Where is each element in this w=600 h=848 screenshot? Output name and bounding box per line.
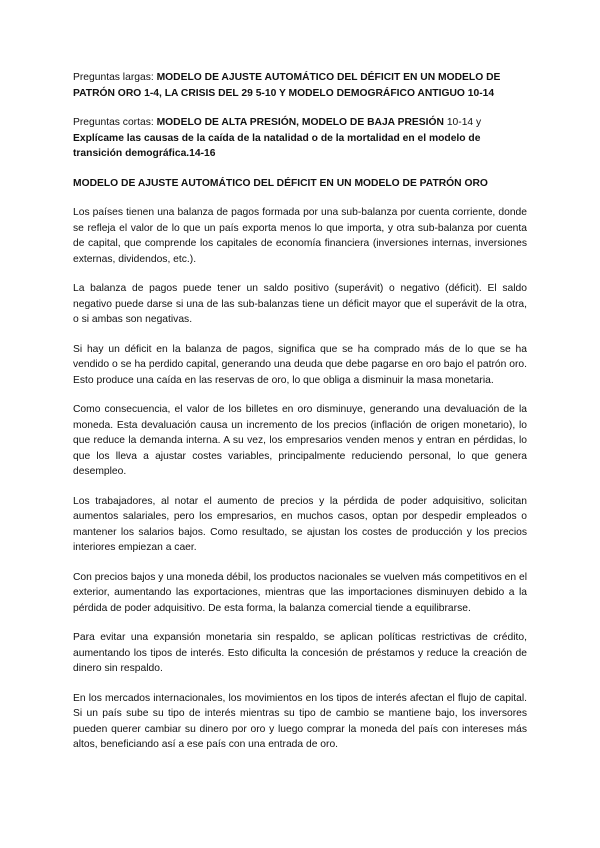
paragraph-5: Los trabajadores, al notar el aumento de precios y la pérdida de poder adquisitivo, solicitan aumentos salariales, pero los empresarios, en muchos casos, optan por despedir empleados o mantener los salarios bajos. Como resultado, se ajustan los costes de producción y los precios interiores empiezan a caer. (73, 495, 527, 553)
paragraph-8: En los mercados internacionales, los movimientos en los tipos de interés afectan el flujo de capital. Si un país sube su tipo de interés mientras su tipo de cambio se mantiene bajo, los inversores pueden querer cambiar su dinero por oro y luego comprar la moneda del país con intereses más altos, beneficiando así a ese país con una entrada de oro. (73, 692, 527, 750)
paragraph-2: La balanza de pagos puede tener un saldo positivo (superávit) o negativo (déficit). El saldo negativo puede darse si una de las sub-balanzas tiene un déficit mayor que el superávit de la otra, o si ambas son negativas. (73, 283, 527, 325)
short-questions-line (73, 115, 527, 162)
long-questions-topics: MODELO DE AJUSTE AUTOMÁTICO DEL DÉFICIT EN UN MODELO DE PATRÓN ORO 1-4, LA CRISIS DEL 29 5-10 Y MODELO DEMOGRÁFICO ANTIGUO 10-14 (73, 72, 501, 99)
long-questions-line (73, 70, 527, 101)
paragraph-7: Para evitar una expansión monetaria sin respaldo, se aplican políticas restrictivas de crédito, aumentando los tipos de interés. Esto dificulta la concesión de préstamos y reduce la creación de dinero sin respaldo. (73, 632, 527, 674)
short-questions-pages: 10-14 y (443, 117, 482, 128)
short-questions-topics-2: Explícame las causas de la caída de la natalidad o de la mortalidad en el modelo de transición demográfica.14-16 (73, 132, 481, 159)
paragraph-1: Los países tienen una balanza de pagos formada por una sub-balanza por cuenta corriente, donde se refleja el valor de lo que un país exporta menos lo que importa, y otra sub-balanza por cuenta de capital, que comprende los capitales de economía financiera (inversiones internas, inversiones externas, dividendos, etc.). (73, 207, 527, 265)
short-questions-topics: MODELO DE ALTA PRESIÓN, MODELO DE BAJA PRESIÓN (156, 117, 444, 128)
paragraph-3: Si hay un déficit en la balanza de pagos, significa que se ha comprado más de lo que se ha vendido o se ha perdido capital, generando una deuda que debe pagarse en oro bajo el patrón oro. Esto produce una caída en las reservas de oro, lo que obliga a disminuir la masa monetaria. (73, 343, 527, 386)
paragraph-6: Con precios bajos y una moneda débil, los productos nacionales se vuelven más competitivos en el exterior, aumentando las exportaciones, mientras que las importaciones disminuyen debido a la pérdida de poder adquisitivo. De esta forma, la balanza comercial tiende a equilibrarse. (73, 571, 527, 614)
short-questions-prefix: Preguntas cortas: (73, 117, 157, 128)
paragraph-4: Como consecuencia, el valor de los billetes en oro disminuye, generando una devaluación de la moneda. Esta devaluación causa un incremento de los precios (inflación de origen monetario), lo que reduce la demanda interna. A su vez, los empresarios venden menos y entran en pérdidas, lo que los lleva a ajustar costes variables, principalmente reduciendo personal, lo que genera desempleo. (73, 404, 527, 477)
section-title: MODELO DE AJUSTE AUTOMÁTICO DEL DÉFICIT EN UN MODELO DE PATRÓN ORO (73, 177, 488, 189)
long-questions-prefix: Preguntas largas: (73, 72, 157, 83)
